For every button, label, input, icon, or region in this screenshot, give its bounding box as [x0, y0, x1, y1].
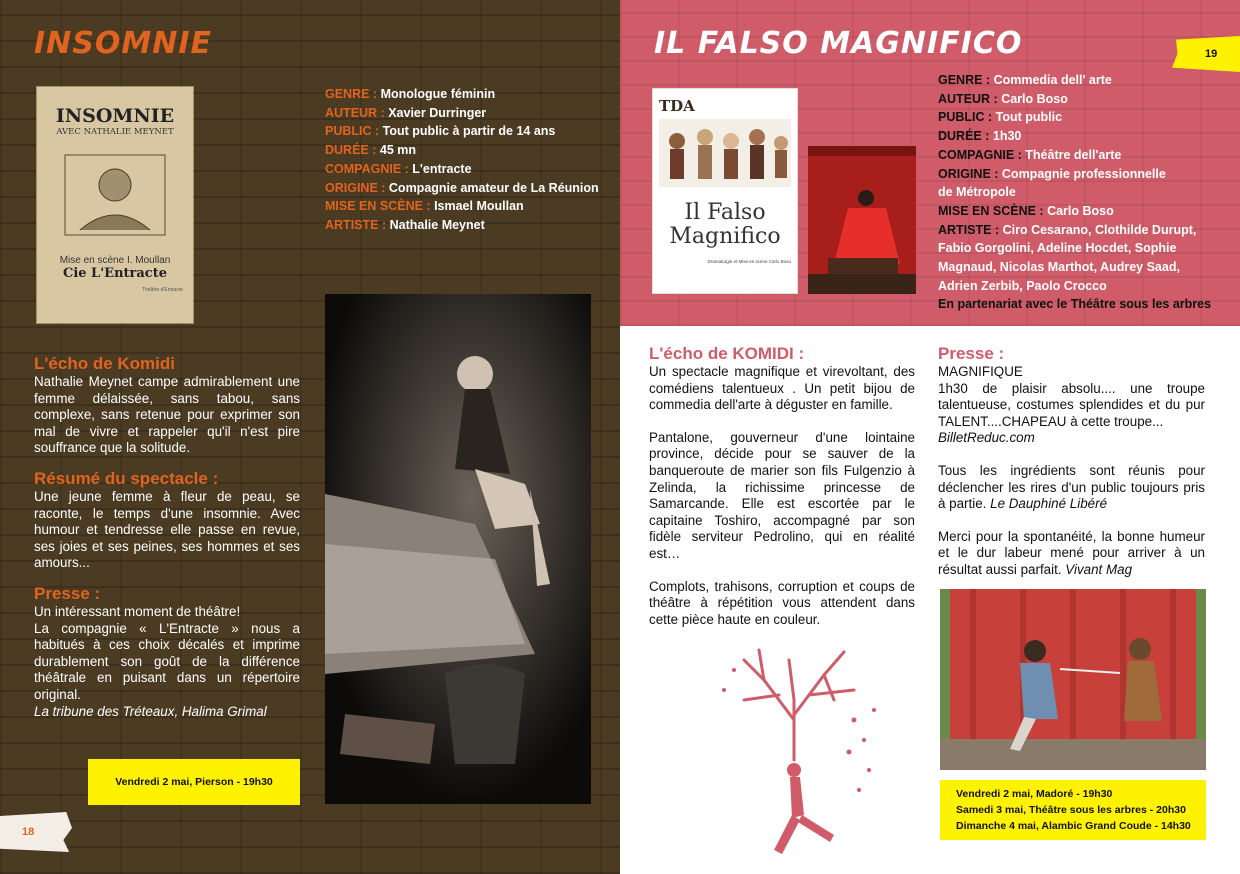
info-row-compagnie: COMPAGNIE : Théâtre dell'arte: [938, 147, 1122, 162]
poster-title-2: Magnifico: [669, 224, 781, 249]
info-row-origine-cont: de Métropole: [938, 185, 1016, 200]
poster-puppets: [657, 117, 793, 189]
info-row-genre: GENRE : Commedia dell' arte: [938, 73, 1112, 87]
info-row-duree: DURÉE : 1h30: [938, 129, 1022, 144]
date-row-1: Vendredi 2 mai, Madoré - 19h30: [956, 788, 1113, 800]
presse-text: La compagnie « L'Entracte » nous a habitués à ces choix décalés et imprime durablement son goût de la différence théâtrale en puisant dans un répertoire original.: [34, 620, 300, 702]
falso-dates-box: [940, 780, 1206, 840]
resume-heading: Résumé du spectacle :: [34, 468, 219, 488]
poster-small-text: Théâtre d'Entracte: [142, 287, 183, 293]
insomnie-info: [325, 85, 615, 235]
falso-echo-column: [649, 344, 915, 628]
show-title-falso-magnifico: IL FALSO MAGNIFICO: [654, 26, 1023, 61]
red-stage-photo: [808, 146, 916, 294]
date-row-2: Samedi 3 mai, Théâtre sous les arbres - 20h30: [956, 804, 1186, 816]
presse-paragraph-3: Merci pour la spontanéité, la bonne humeur et le dur labeur mené pour arriver à un résultat aussi parfait. Vivant Mag: [938, 528, 1205, 577]
echo-paragraph-3: Complots, trahisons, corruption et coups de théâtre à répétition vous attendent dans cette pièce haute en couleur.: [649, 578, 915, 627]
info-row-compagnie: COMPAGNIE : L'entracte: [325, 161, 472, 176]
presse-line1: Un intéressant moment de théâtre!: [34, 603, 241, 619]
poster-title: INSOMNIE: [55, 105, 175, 127]
presse-heading: Presse :: [938, 344, 1005, 363]
info-row-origine: ORIGINE : Compagnie amateur de La Réunion: [325, 180, 599, 195]
falso-info: [938, 71, 1238, 314]
info-row-duree: DURÉE : 45 mn: [325, 143, 417, 158]
insomnie-stage-photo: [325, 294, 591, 804]
echo-paragraph-2: Pantalone, gouverneur d'une lointaine province, décide pour se sauver de la banqueroute de marier son fils Fulgenzio à Zelinda, la richissime princesse de Samarcande. Elle est escortée par le capitaine Toshiro, accompagné par son fidèle serviteur Pedrolino, qui en réalité est…: [649, 429, 915, 561]
presse-heading: Presse :: [34, 583, 101, 603]
page-number-right: 19: [1205, 48, 1218, 60]
poster-illustration: [55, 145, 175, 245]
poster-company: Cie L'Entracte: [62, 266, 168, 281]
page-number-left: 18: [22, 826, 35, 838]
info-row-origine: ORIGINE : Compagnie professionnelle: [938, 166, 1166, 181]
red-stage-illustration: [808, 146, 916, 294]
poster-subtitle: AVEC NATHALIE MEYNET: [56, 127, 174, 137]
outdoor-stage-photo: [940, 589, 1206, 770]
presse-source-3: Vivant Mag: [1065, 561, 1133, 577]
info-row-mise-en-scene: MISE EN SCÈNE : Ismael Moullan: [325, 199, 524, 214]
show-title-insomnie: INSOMNIE: [34, 26, 212, 61]
insomnie-date-box: [88, 759, 300, 805]
partnership-note: En partenariat avec le Théâtre sous les arbres: [938, 297, 1212, 312]
echo-heading: L'écho de KOMIDI :: [649, 344, 805, 363]
info-row-auteur: AUTEUR : Carlo Boso: [938, 91, 1068, 106]
echo-paragraph-1: Un spectacle magnifique et virevoltant, des comédiens talentueux . Un petit bijou de commedia dell'arte à déguster en famille.: [649, 364, 915, 413]
info-row-artiste: ARTISTE : Nathalie Meynet: [325, 217, 485, 232]
poster-director: Mise en scène I. Moullan: [59, 255, 171, 266]
info-row-public: PUBLIC : Tout public à partir de 14 ans: [325, 124, 556, 139]
stage-photo-illustration: [325, 294, 591, 804]
info-row-artiste-cont-2: Magnaud, Nicolas Marthot, Audrey Saad,: [938, 260, 1180, 275]
presse-source: La tribune des Tréteaux, Halima Grimal: [34, 703, 267, 719]
poster-logo: TDA: [659, 97, 695, 115]
presse-source-2: Le Dauphiné Libéré: [990, 496, 1108, 512]
date-row-3: Dimanche 4 mai, Alambic Grand Coude - 14h30: [956, 820, 1191, 832]
page-number-tape-left: [0, 812, 72, 852]
info-row-mise-en-scene: MISE EN SCÈNE : Carlo Boso: [938, 203, 1114, 218]
info-row-artiste-cont-3: Adrien Zerbib, Paolo Crocco: [938, 278, 1107, 293]
outdoor-stage-illustration: [940, 589, 1206, 770]
info-row-public: PUBLIC : Tout public: [938, 110, 1063, 125]
right-page: [620, 0, 1240, 874]
info-row-artiste: ARTISTE : Ciro Cesarano, Clothilde Durupt,: [938, 222, 1197, 237]
poster-credits: Dramaturgie et Mise en scène Carlo Boso: [707, 259, 791, 264]
falso-magnifico-poster: [652, 88, 798, 294]
date-text: Vendredi 2 mai, Pierson - 19h30: [115, 776, 273, 788]
presse-paragraph-1: 1h30 de plaisir absolu.... une troupe talentueuse, costumes splendides et du pur TALENT....CHAPEAU à cette troupe...: [938, 380, 1205, 429]
dancer-tree-illustration: [704, 640, 884, 870]
info-row-auteur: AUTEUR : Xavier Durringer: [325, 105, 487, 120]
echo-text: Nathalie Meynet campe admirablement une femme délaissée, sans tabou, sans complexe, sans retenue pour exprimer son mal de vivre et rappeler qu'il n'est pire souffrance que la solitude.: [34, 374, 300, 456]
falso-presse-column: [938, 344, 1205, 579]
presse-source-1: BilletReduc.com: [938, 430, 1035, 446]
presse-magnifique: MAGNIFIQUE: [938, 364, 1023, 379]
insomnie-poster: [36, 86, 194, 324]
echo-heading: L'écho de Komidi: [34, 354, 175, 373]
resume-text: Une jeune femme à fleur de peau, se raconte, le temps d'une insomnie. Avec humour et tendresse elle passe en revue, ses joies et ses peines, ses hommes et ses amours...: [34, 488, 300, 571]
info-row-genre: GENRE : Monologue féminin: [325, 87, 496, 101]
insomnie-text-column: [34, 354, 300, 720]
poster-title-1: Il Falso: [684, 200, 766, 225]
info-row-artiste-cont-1: Fabio Gorgolini, Adeline Hocdet, Sophie: [938, 241, 1177, 256]
presse-paragraph-2: Tous les ingrédients sont réunis pour déclencher les rires d'un public toujours pris à partie. Le Dauphiné Libéré: [938, 462, 1205, 512]
